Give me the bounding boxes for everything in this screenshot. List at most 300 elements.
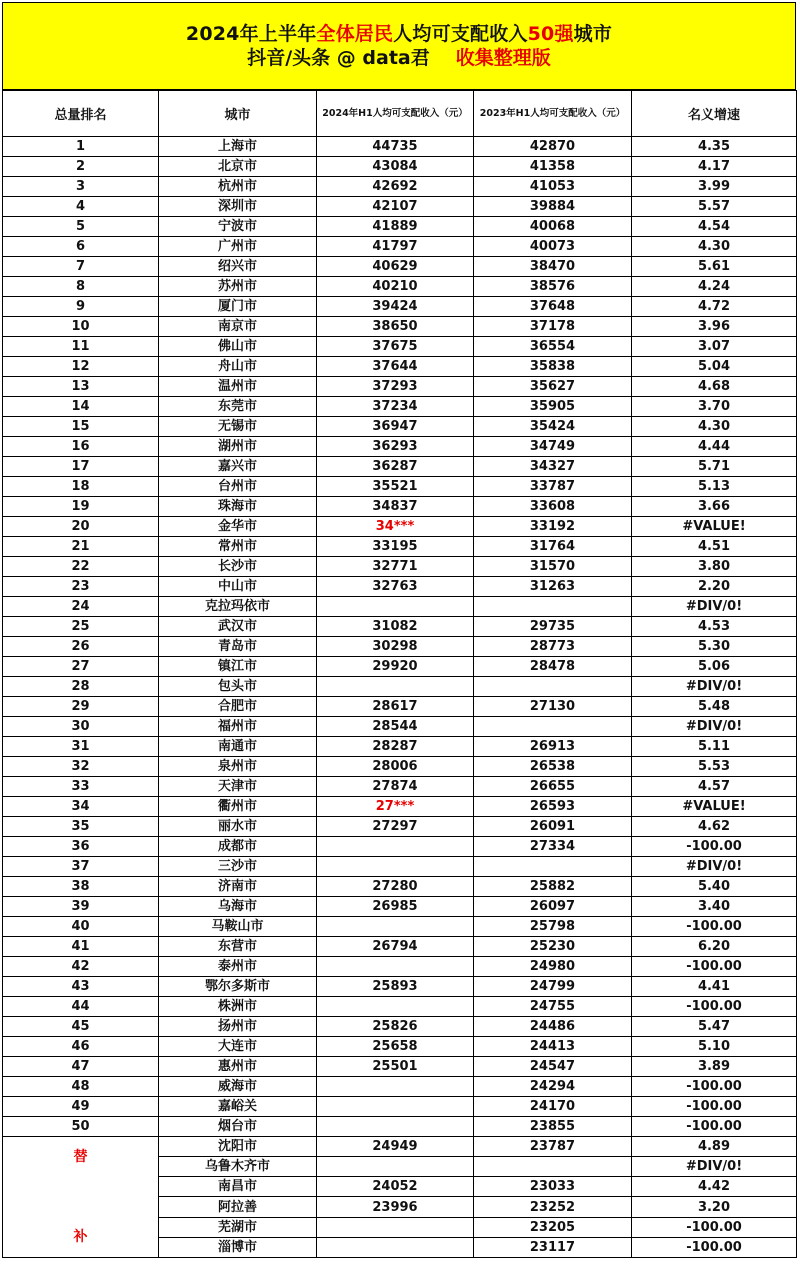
substitute-label: 替 补 bbox=[3, 1137, 159, 1258]
income-2024-cell: 29920 bbox=[317, 657, 474, 677]
growth-cell: 3.07 bbox=[632, 337, 797, 357]
table-row bbox=[3, 357, 797, 377]
city-cell: 大连市 bbox=[159, 1037, 317, 1057]
table-row bbox=[3, 1117, 797, 1137]
rank-cell: 13 bbox=[3, 377, 159, 397]
growth-cell: 3.66 bbox=[632, 497, 797, 517]
income-2023-cell: 28478 bbox=[474, 657, 632, 677]
substitute-row bbox=[3, 1137, 797, 1157]
city-cell: 包头市 bbox=[159, 677, 317, 697]
table-row bbox=[3, 137, 797, 157]
city-cell: 镇江市 bbox=[159, 657, 317, 677]
city-cell: 济南市 bbox=[159, 877, 317, 897]
income-2023-cell: 24413 bbox=[474, 1037, 632, 1057]
city-cell: 衢州市 bbox=[159, 797, 317, 817]
city-cell: 丽水市 bbox=[159, 817, 317, 837]
rank-cell: 12 bbox=[3, 357, 159, 377]
income-2023-cell: 33787 bbox=[474, 477, 632, 497]
table-body bbox=[3, 137, 797, 1258]
income-2024-cell: 37293 bbox=[317, 377, 474, 397]
income-2023-cell: 31764 bbox=[474, 537, 632, 557]
city-cell: 武汉市 bbox=[159, 617, 317, 637]
income-2023-cell: 25798 bbox=[474, 917, 632, 937]
income-2024-cell: 40629 bbox=[317, 257, 474, 277]
income-2023-cell: 38470 bbox=[474, 257, 632, 277]
income-2024-cell bbox=[317, 917, 474, 937]
income-2023-cell: 24980 bbox=[474, 957, 632, 977]
income-2023-cell bbox=[474, 677, 632, 697]
table-row bbox=[3, 757, 797, 777]
growth-cell: #DIV/0! bbox=[632, 1157, 797, 1177]
rank-cell: 43 bbox=[3, 977, 159, 997]
rank-cell: 25 bbox=[3, 617, 159, 637]
income-2024-cell: 25893 bbox=[317, 977, 474, 997]
income-2023-cell bbox=[474, 717, 632, 737]
city-cell: 舟山市 bbox=[159, 357, 317, 377]
growth-cell: 4.17 bbox=[632, 157, 797, 177]
table-row bbox=[3, 717, 797, 737]
rank-cell: 14 bbox=[3, 397, 159, 417]
rank-cell: 34 bbox=[3, 797, 159, 817]
table-row bbox=[3, 1017, 797, 1037]
city-cell: 厦门市 bbox=[159, 297, 317, 317]
city-cell: 鄂尔多斯市 bbox=[159, 977, 317, 997]
city-cell: 嘉兴市 bbox=[159, 457, 317, 477]
city-cell: 嘉峪关 bbox=[159, 1097, 317, 1117]
growth-cell: 3.96 bbox=[632, 317, 797, 337]
city-cell: 天津市 bbox=[159, 777, 317, 797]
income-2024-cell: 38650 bbox=[317, 317, 474, 337]
table-row bbox=[3, 537, 797, 557]
income-2023-cell: 24799 bbox=[474, 977, 632, 997]
city-cell: 扬州市 bbox=[159, 1017, 317, 1037]
growth-cell: 6.20 bbox=[632, 937, 797, 957]
rank-cell: 11 bbox=[3, 337, 159, 357]
table-row bbox=[3, 897, 797, 917]
growth-cell: 5.71 bbox=[632, 457, 797, 477]
city-cell: 克拉玛依市 bbox=[159, 597, 317, 617]
header-income-2023: 2023年H1人均可支配收入（元） bbox=[474, 91, 632, 137]
rank-cell: 38 bbox=[3, 877, 159, 897]
city-cell: 株洲市 bbox=[159, 997, 317, 1017]
table-row bbox=[3, 857, 797, 877]
table-row bbox=[3, 237, 797, 257]
growth-cell: 5.30 bbox=[632, 637, 797, 657]
rank-cell: 16 bbox=[3, 437, 159, 457]
growth-cell: 4.53 bbox=[632, 617, 797, 637]
income-2024-cell: 28006 bbox=[317, 757, 474, 777]
table-row bbox=[3, 337, 797, 357]
income-2024-cell: 32771 bbox=[317, 557, 474, 577]
city-cell: 烟台市 bbox=[159, 1117, 317, 1137]
growth-cell: 4.72 bbox=[632, 297, 797, 317]
table-row bbox=[3, 977, 797, 997]
table-row bbox=[3, 877, 797, 897]
income-2023-cell: 26091 bbox=[474, 817, 632, 837]
income-2023-cell: 35627 bbox=[474, 377, 632, 397]
growth-cell: -100.00 bbox=[632, 957, 797, 977]
growth-cell: 4.41 bbox=[632, 977, 797, 997]
growth-cell: 5.40 bbox=[632, 877, 797, 897]
page-title bbox=[3, 23, 795, 45]
income-2024-cell: 26985 bbox=[317, 897, 474, 917]
income-2024-cell: 39424 bbox=[317, 297, 474, 317]
city-cell: 北京市 bbox=[159, 157, 317, 177]
income-2024-cell: 35521 bbox=[317, 477, 474, 497]
growth-cell: 5.61 bbox=[632, 257, 797, 277]
income-2023-cell: 41053 bbox=[474, 177, 632, 197]
growth-cell: 5.04 bbox=[632, 357, 797, 377]
income-2023-cell: 23033 bbox=[474, 1177, 632, 1197]
income-2023-cell: 38576 bbox=[474, 277, 632, 297]
income-2023-cell: 24755 bbox=[474, 997, 632, 1017]
table-row bbox=[3, 297, 797, 317]
table-row bbox=[3, 477, 797, 497]
city-cell: 沈阳市 bbox=[159, 1137, 317, 1157]
rank-cell: 19 bbox=[3, 497, 159, 517]
income-2023-cell bbox=[474, 1157, 632, 1177]
growth-cell: 3.99 bbox=[632, 177, 797, 197]
growth-cell: 4.30 bbox=[632, 417, 797, 437]
income-2023-cell: 25230 bbox=[474, 937, 632, 957]
rank-cell: 18 bbox=[3, 477, 159, 497]
income-2024-cell: 30298 bbox=[317, 637, 474, 657]
income-2024-cell: 41797 bbox=[317, 237, 474, 257]
table-row bbox=[3, 797, 797, 817]
rank-cell: 6 bbox=[3, 237, 159, 257]
city-cell: 珠海市 bbox=[159, 497, 317, 517]
income-2023-cell: 26097 bbox=[474, 897, 632, 917]
income-2024-cell: 33195 bbox=[317, 537, 474, 557]
rank-cell: 27 bbox=[3, 657, 159, 677]
income-2023-cell: 31570 bbox=[474, 557, 632, 577]
table-row bbox=[3, 777, 797, 797]
growth-cell: #DIV/0! bbox=[632, 717, 797, 737]
rank-cell: 40 bbox=[3, 917, 159, 937]
header-row bbox=[3, 91, 797, 137]
city-cell: 东营市 bbox=[159, 937, 317, 957]
table-row bbox=[3, 437, 797, 457]
page-subtitle bbox=[3, 47, 795, 69]
income-2024-cell bbox=[317, 857, 474, 877]
income-2024-cell: 24949 bbox=[317, 1137, 474, 1157]
title-highlight-top50: 50强 bbox=[527, 23, 574, 45]
growth-cell: 2.20 bbox=[632, 577, 797, 597]
city-cell: 温州市 bbox=[159, 377, 317, 397]
city-cell: 乌鲁木齐市 bbox=[159, 1157, 317, 1177]
table-row bbox=[3, 997, 797, 1017]
income-2023-cell: 34749 bbox=[474, 437, 632, 457]
income-2024-cell: 42692 bbox=[317, 177, 474, 197]
rank-cell: 46 bbox=[3, 1037, 159, 1057]
table-row bbox=[3, 657, 797, 677]
rank-cell: 8 bbox=[3, 277, 159, 297]
income-2024-cell: 23996 bbox=[317, 1197, 474, 1217]
income-2024-cell: 26794 bbox=[317, 937, 474, 957]
table-row bbox=[3, 217, 797, 237]
income-2023-cell: 33192 bbox=[474, 517, 632, 537]
growth-cell: 3.89 bbox=[632, 1057, 797, 1077]
rank-cell: 50 bbox=[3, 1117, 159, 1137]
income-2023-cell: 27334 bbox=[474, 837, 632, 857]
header-growth: 名义增速 bbox=[632, 91, 797, 137]
table-row bbox=[3, 397, 797, 417]
rank-cell: 33 bbox=[3, 777, 159, 797]
growth-cell: 4.30 bbox=[632, 237, 797, 257]
title-highlight-residents: 全体居民 bbox=[316, 23, 394, 45]
table-row bbox=[3, 1057, 797, 1077]
city-cell: 广州市 bbox=[159, 237, 317, 257]
growth-cell: 4.51 bbox=[632, 537, 797, 557]
growth-cell: #VALUE! bbox=[632, 517, 797, 537]
rank-cell: 31 bbox=[3, 737, 159, 757]
income-2023-cell: 29735 bbox=[474, 617, 632, 637]
table-row bbox=[3, 817, 797, 837]
growth-cell: 4.44 bbox=[632, 437, 797, 457]
rank-cell: 36 bbox=[3, 837, 159, 857]
growth-cell: 3.20 bbox=[632, 1197, 797, 1217]
rank-cell: 47 bbox=[3, 1057, 159, 1077]
rank-cell: 28 bbox=[3, 677, 159, 697]
income-2024-cell bbox=[317, 677, 474, 697]
income-2023-cell bbox=[474, 597, 632, 617]
rank-cell: 20 bbox=[3, 517, 159, 537]
income-2023-cell: 24294 bbox=[474, 1077, 632, 1097]
rank-cell: 42 bbox=[3, 957, 159, 977]
growth-cell: -100.00 bbox=[632, 1237, 797, 1257]
rank-cell: 15 bbox=[3, 417, 159, 437]
table-row bbox=[3, 457, 797, 477]
income-2023-cell: 39884 bbox=[474, 197, 632, 217]
income-2024-cell: 28287 bbox=[317, 737, 474, 757]
rank-cell: 44 bbox=[3, 997, 159, 1017]
income-2024-cell bbox=[317, 1097, 474, 1117]
income-2023-cell: 26538 bbox=[474, 757, 632, 777]
growth-cell: 4.24 bbox=[632, 277, 797, 297]
city-cell: 东莞市 bbox=[159, 397, 317, 417]
growth-cell: 4.62 bbox=[632, 817, 797, 837]
growth-cell: #DIV/0! bbox=[632, 677, 797, 697]
table-row bbox=[3, 417, 797, 437]
income-2024-cell bbox=[317, 1237, 474, 1257]
rank-cell: 2 bbox=[3, 157, 159, 177]
city-cell: 湖州市 bbox=[159, 437, 317, 457]
income-2024-cell: 25658 bbox=[317, 1037, 474, 1057]
income-2023-cell: 37178 bbox=[474, 317, 632, 337]
table-row bbox=[3, 277, 797, 297]
city-cell: 阿拉善 bbox=[159, 1197, 317, 1217]
city-cell: 淄博市 bbox=[159, 1237, 317, 1257]
table-row bbox=[3, 517, 797, 537]
header-income-2024: 2024年H1人均可支配收入（元） bbox=[317, 91, 474, 137]
growth-cell: 4.68 bbox=[632, 377, 797, 397]
rank-cell: 3 bbox=[3, 177, 159, 197]
city-cell: 乌海市 bbox=[159, 897, 317, 917]
income-2024-cell bbox=[317, 1117, 474, 1137]
growth-cell: -100.00 bbox=[632, 997, 797, 1017]
income-2023-cell: 37648 bbox=[474, 297, 632, 317]
growth-cell: -100.00 bbox=[632, 1117, 797, 1137]
table-row bbox=[3, 697, 797, 717]
income-2024-cell: 36293 bbox=[317, 437, 474, 457]
title-suffix: 城市 bbox=[573, 23, 613, 45]
income-2024-cell bbox=[317, 837, 474, 857]
city-cell: 杭州市 bbox=[159, 177, 317, 197]
rank-cell: 41 bbox=[3, 937, 159, 957]
growth-cell: -100.00 bbox=[632, 1217, 797, 1237]
growth-cell: #DIV/0! bbox=[632, 857, 797, 877]
income-2023-cell: 36554 bbox=[474, 337, 632, 357]
rank-cell: 26 bbox=[3, 637, 159, 657]
city-cell: 合肥市 bbox=[159, 697, 317, 717]
rank-cell: 32 bbox=[3, 757, 159, 777]
income-2023-cell: 23855 bbox=[474, 1117, 632, 1137]
income-2024-cell: 44735 bbox=[317, 137, 474, 157]
city-cell: 苏州市 bbox=[159, 277, 317, 297]
table-row bbox=[3, 317, 797, 337]
income-2024-cell: 27280 bbox=[317, 877, 474, 897]
city-cell: 成都市 bbox=[159, 837, 317, 857]
growth-cell: 3.70 bbox=[632, 397, 797, 417]
income-2024-cell: 27874 bbox=[317, 777, 474, 797]
rank-cell: 7 bbox=[3, 257, 159, 277]
city-cell: 金华市 bbox=[159, 517, 317, 537]
income-2024-cell: 25501 bbox=[317, 1057, 474, 1077]
table-row bbox=[3, 497, 797, 517]
income-2023-cell: 24486 bbox=[474, 1017, 632, 1037]
income-2023-cell: 41358 bbox=[474, 157, 632, 177]
growth-cell: -100.00 bbox=[632, 837, 797, 857]
table-row bbox=[3, 617, 797, 637]
table-row bbox=[3, 1077, 797, 1097]
rank-cell: 30 bbox=[3, 717, 159, 737]
income-2023-cell: 23117 bbox=[474, 1237, 632, 1257]
income-2023-cell: 35905 bbox=[474, 397, 632, 417]
table-row bbox=[3, 597, 797, 617]
income-2023-cell: 25882 bbox=[474, 877, 632, 897]
income-2024-cell: 34*** bbox=[317, 517, 474, 537]
rank-cell: 39 bbox=[3, 897, 159, 917]
table-row bbox=[3, 937, 797, 957]
city-cell: 泰州市 bbox=[159, 957, 317, 977]
income-2023-cell: 27130 bbox=[474, 697, 632, 717]
income-2023-cell: 35424 bbox=[474, 417, 632, 437]
income-2023-cell: 33608 bbox=[474, 497, 632, 517]
income-2023-cell: 23252 bbox=[474, 1197, 632, 1217]
income-2023-cell: 28773 bbox=[474, 637, 632, 657]
income-2024-cell: 41889 bbox=[317, 217, 474, 237]
growth-cell: 4.54 bbox=[632, 217, 797, 237]
city-cell: 惠州市 bbox=[159, 1057, 317, 1077]
income-2023-cell: 26593 bbox=[474, 797, 632, 817]
income-2023-cell: 42870 bbox=[474, 137, 632, 157]
rank-cell: 48 bbox=[3, 1077, 159, 1097]
title-middle: 人均可支配收入 bbox=[393, 23, 528, 45]
income-2024-cell bbox=[317, 1217, 474, 1237]
income-2023-cell: 26655 bbox=[474, 777, 632, 797]
city-cell: 佛山市 bbox=[159, 337, 317, 357]
source-credit: 抖音/头条 @ data君 bbox=[247, 47, 430, 69]
income-2024-cell: 43084 bbox=[317, 157, 474, 177]
table-row bbox=[3, 197, 797, 217]
growth-cell: #DIV/0! bbox=[632, 597, 797, 617]
income-2024-cell: 36947 bbox=[317, 417, 474, 437]
growth-cell: -100.00 bbox=[632, 917, 797, 937]
growth-cell: 4.35 bbox=[632, 137, 797, 157]
city-cell: 三沙市 bbox=[159, 857, 317, 877]
city-cell: 深圳市 bbox=[159, 197, 317, 217]
rank-cell: 49 bbox=[3, 1097, 159, 1117]
income-2023-cell: 24170 bbox=[474, 1097, 632, 1117]
income-2024-cell: 31082 bbox=[317, 617, 474, 637]
city-cell: 泉州市 bbox=[159, 757, 317, 777]
title-prefix: 2024年上半年 bbox=[185, 23, 317, 45]
table-row bbox=[3, 177, 797, 197]
growth-cell: -100.00 bbox=[632, 1077, 797, 1097]
table-row bbox=[3, 157, 797, 177]
income-2023-cell: 24547 bbox=[474, 1057, 632, 1077]
rank-cell: 4 bbox=[3, 197, 159, 217]
table-row bbox=[3, 957, 797, 977]
header-city: 城市 bbox=[159, 91, 317, 137]
income-2023-cell: 26913 bbox=[474, 737, 632, 757]
income-2024-cell: 27*** bbox=[317, 797, 474, 817]
rank-cell: 9 bbox=[3, 297, 159, 317]
city-cell: 常州市 bbox=[159, 537, 317, 557]
city-cell: 中山市 bbox=[159, 577, 317, 597]
income-2024-cell bbox=[317, 997, 474, 1017]
rank-cell: 22 bbox=[3, 557, 159, 577]
growth-cell: 4.89 bbox=[632, 1137, 797, 1157]
growth-cell: 5.10 bbox=[632, 1037, 797, 1057]
growth-cell: 3.40 bbox=[632, 897, 797, 917]
title-banner bbox=[2, 2, 796, 90]
growth-cell: 4.57 bbox=[632, 777, 797, 797]
edition-note: 收集整理版 bbox=[455, 47, 551, 69]
table-row bbox=[3, 837, 797, 857]
rank-cell: 10 bbox=[3, 317, 159, 337]
table-row bbox=[3, 737, 797, 757]
income-2024-cell: 24052 bbox=[317, 1177, 474, 1197]
rank-cell: 24 bbox=[3, 597, 159, 617]
growth-cell: 5.57 bbox=[632, 197, 797, 217]
table-row bbox=[3, 257, 797, 277]
table-row bbox=[3, 557, 797, 577]
growth-cell: 4.42 bbox=[632, 1177, 797, 1197]
income-2023-cell: 40073 bbox=[474, 237, 632, 257]
rank-cell: 21 bbox=[3, 537, 159, 557]
rank-cell: 17 bbox=[3, 457, 159, 477]
table-row bbox=[3, 637, 797, 657]
table-row bbox=[3, 677, 797, 697]
income-2024-cell: 25826 bbox=[317, 1017, 474, 1037]
income-2023-cell: 23205 bbox=[474, 1217, 632, 1237]
growth-cell: 5.48 bbox=[632, 697, 797, 717]
rank-cell: 29 bbox=[3, 697, 159, 717]
income-2023-cell: 40068 bbox=[474, 217, 632, 237]
table-row bbox=[3, 1037, 797, 1057]
city-cell: 青岛市 bbox=[159, 637, 317, 657]
city-cell: 南昌市 bbox=[159, 1177, 317, 1197]
header-rank: 总量排名 bbox=[3, 91, 159, 137]
income-2024-cell: 32763 bbox=[317, 577, 474, 597]
table-row bbox=[3, 377, 797, 397]
income-2024-cell: 37234 bbox=[317, 397, 474, 417]
income-2024-cell: 34837 bbox=[317, 497, 474, 517]
income-2024-cell: 27297 bbox=[317, 817, 474, 837]
table-row bbox=[3, 577, 797, 597]
city-cell: 南京市 bbox=[159, 317, 317, 337]
